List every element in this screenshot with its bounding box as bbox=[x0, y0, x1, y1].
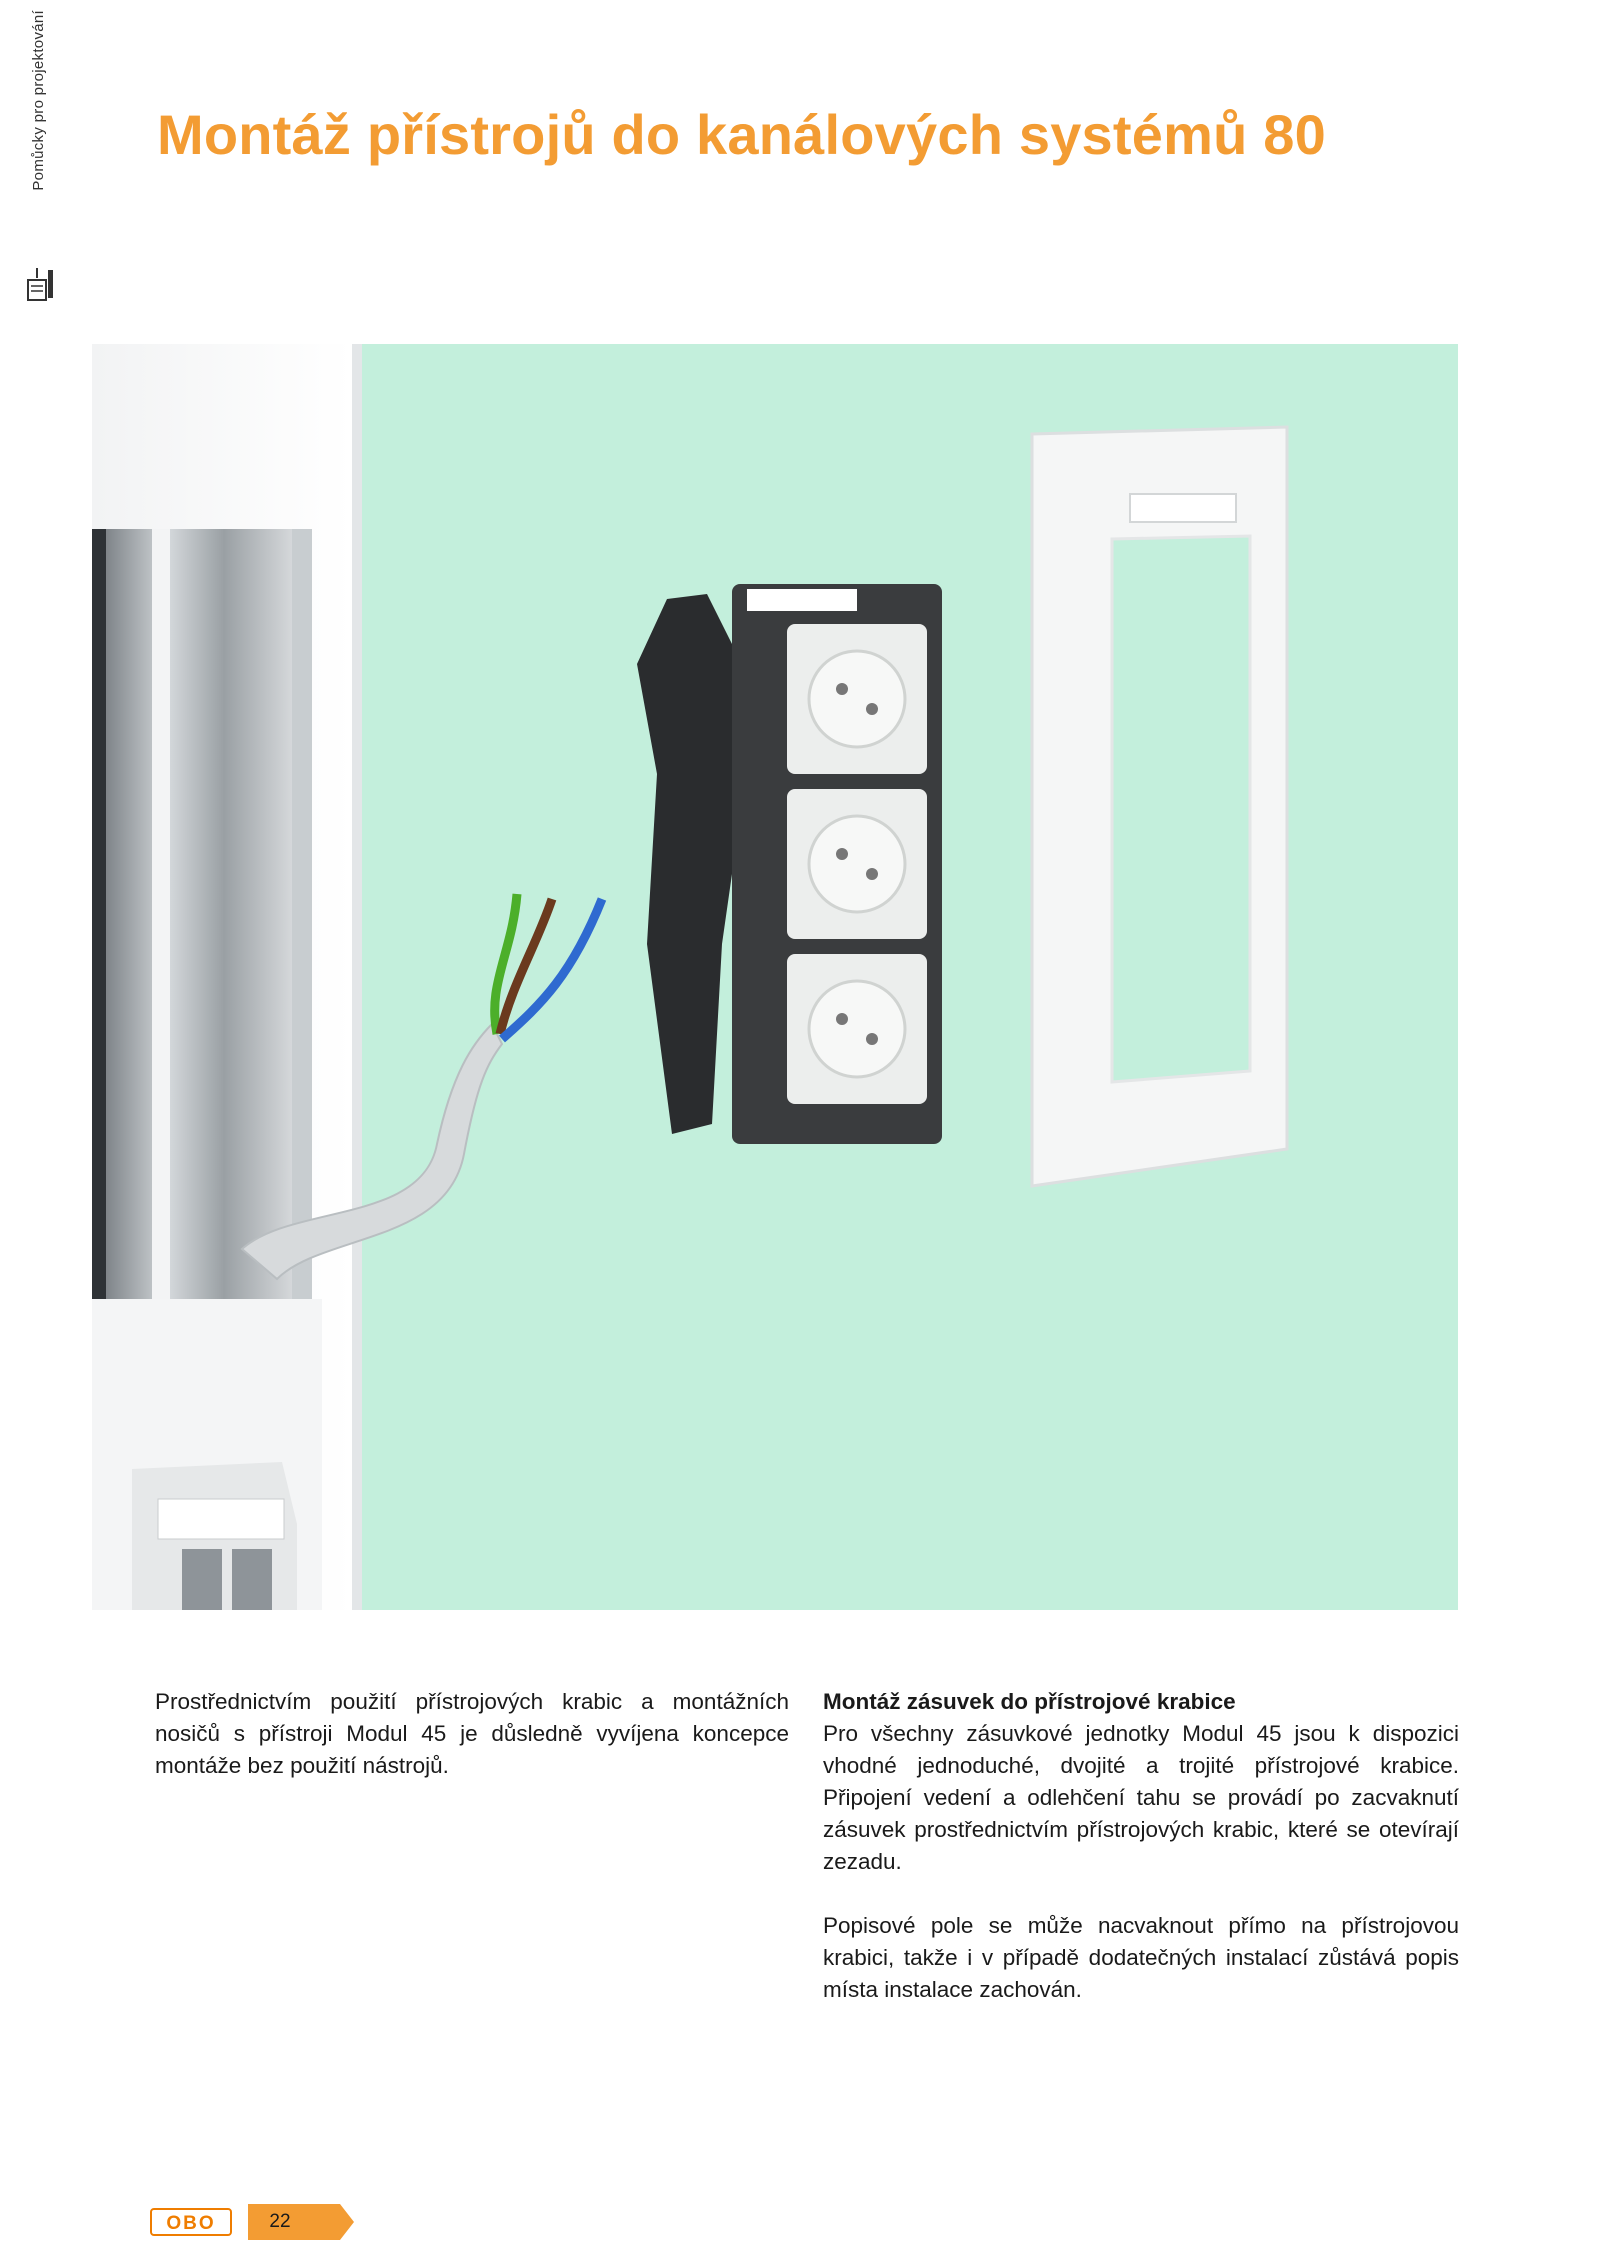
product-photo bbox=[92, 344, 1458, 1610]
details-column bbox=[823, 1686, 1459, 2006]
intro-paragraph: Prostřednictvím použití přístrojových krabic a montážních nosičů s přístroji Modul 45 je důsledně vyvíjena koncepce montáže bez použití nástrojů. bbox=[155, 1689, 789, 1778]
details-paragraph-1: Pro všechny zásuvkové jednotky Modul 45 jsou k dispozici vhodné jednoduché, dvojité a trojité přístrojové krabice. Připojení vedení a odlehčení tahu se provádí po zacvaknutí zásuvek prostřednictvím přístrojových krabic, které se otevírají zezadu. bbox=[823, 1721, 1459, 1874]
intro-column bbox=[155, 1686, 789, 1782]
document-tools-icon bbox=[26, 266, 56, 304]
obo-logo bbox=[150, 2208, 232, 2236]
svg-text:OBO: OBO bbox=[166, 2213, 216, 2234]
page-title: Montáž přístrojů do kanálových systémů 80 bbox=[157, 103, 1326, 166]
sidebar-label: Pomůcky pro projektování bbox=[30, 10, 47, 191]
details-paragraph-2: Popisové pole se může nacvaknout přímo na přístrojovou krabici, takže i v případě dodatečných instalací zůstává popis místa instalace zachován. bbox=[823, 1913, 1459, 2002]
page-number: 22 bbox=[269, 2211, 291, 2232]
section-heading: Montáž zásuvek do přístrojové krabice bbox=[823, 1689, 1236, 1714]
